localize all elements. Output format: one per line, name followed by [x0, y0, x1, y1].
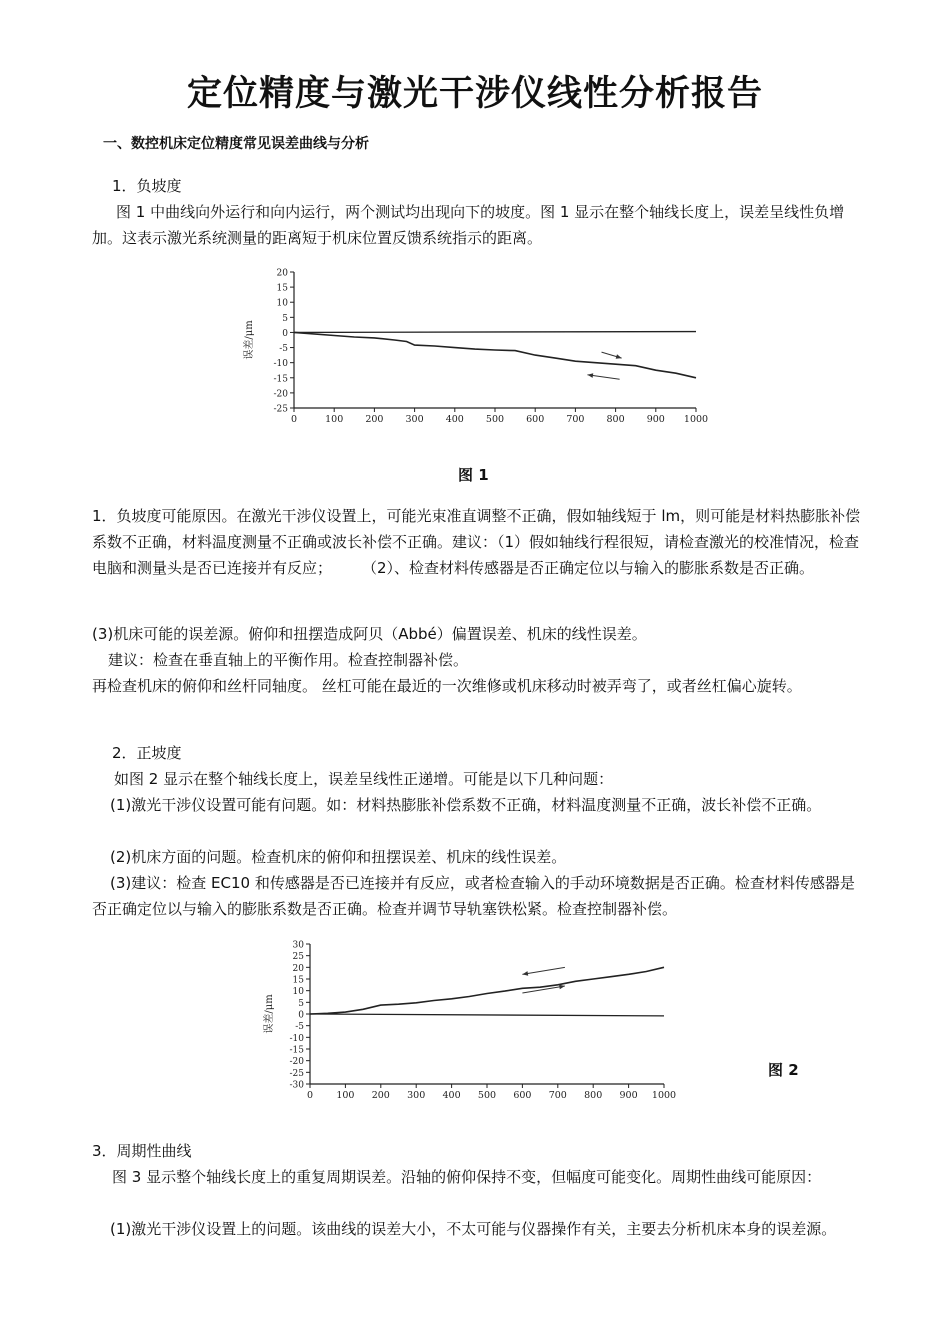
error-curve [294, 332, 696, 377]
zero-reference-line [310, 1014, 664, 1016]
y-axis-label: 误差/μm [244, 320, 255, 360]
x-tick-label: 900 [619, 1090, 638, 1101]
y-tick-label: 25 [292, 952, 304, 963]
y-tick-label: -30 [289, 1080, 304, 1091]
paragraph: 建议：检查在垂直轴上的平衡作用。检查控制器补偿。 [108, 651, 469, 669]
y-tick-label: 20 [276, 268, 288, 279]
x-tick-label: 500 [477, 1090, 497, 1101]
x-tick-label: 100 [325, 414, 344, 425]
arrow-head [559, 985, 565, 990]
x-tick-label: 200 [371, 1090, 390, 1101]
paragraph: (3)机床可能的误差源。俯仰和扭摆造成阿贝（Abbé）偏置误差、机床的线性误差。 [92, 625, 647, 643]
x-tick-label: 800 [584, 1090, 603, 1101]
x-tick-label: 0 [290, 414, 298, 425]
x-tick-label: 800 [606, 414, 625, 425]
paragraph: 如图 2 显示在整个轴线长度上，误差呈线性正递增。可能是以下几种问题： [114, 770, 614, 788]
direction-arrow [522, 967, 564, 974]
x-tick-label: 500 [485, 414, 505, 425]
y-tick-label: 30 [292, 940, 304, 951]
x-tick-label: 200 [365, 414, 384, 425]
x-tick-label: 900 [646, 414, 665, 425]
x-tick-label: 400 [442, 1090, 461, 1101]
paragraph: 图 3 显示整个轴线长度上的重复周期误差。沿轴的俯仰保持不变，但幅度可能变化。周期性曲线可能原因： [112, 1168, 822, 1186]
y-tick-label: -10 [289, 1033, 304, 1044]
y-tick-label: -25 [273, 404, 288, 415]
figure-1-caption: 图 1 [458, 466, 489, 484]
x-tick-label: 700 [548, 1090, 567, 1101]
zero-reference-line [294, 332, 696, 333]
y-tick-label: 5 [298, 998, 304, 1009]
y-tick-label: -20 [289, 1057, 304, 1068]
error-curve [310, 967, 664, 1014]
x-tick-label: 1000 [651, 1090, 677, 1101]
x-tick-label: 600 [513, 1090, 532, 1101]
y-tick-label: -15 [273, 374, 288, 385]
x-tick-label: 700 [566, 414, 585, 425]
paragraph: 再检查机床的俯仰和丝杆同轴度。 丝杠可能在最近的一次维修或机床移动时被弄弯了，或者丝杠偏心旋转。 [92, 677, 802, 695]
paragraph: (3)建议：检查 EC10 和传感器是否已连接并有反应，或者检查输入的手动环境数据是否正确。检查材料传感器是否正确定位以与输入的膨胀系数是否正确。检查并调节导轨塞铁松紧。检查控制器补偿。 [92, 874, 855, 918]
x-tick-label: 0 [306, 1090, 314, 1101]
figure-2-chart [260, 938, 680, 1107]
y-tick-label: 10 [276, 298, 288, 309]
section-heading: 一、数控机床定位精度常见误差曲线与分析 [103, 136, 369, 152]
paragraph: 1．负坡度可能原因。在激光干涉仪设置上，可能光束准直调整不正确，假如轴线短于 lm，则可能是材料热膨胀补偿系数不正确，材料温度测量不正确或波长补偿不正确。建议：（1）假如轴线行程很短，请检查激光的校准情况，检查电脑和测量头是否已连接并有反应； （2）、检查材料传感器是否正确定位以与输入的膨胀系数是否正确。 [92, 507, 861, 577]
arrow-head [522, 971, 528, 976]
paragraph: 图 1 中曲线向外运行和向内运行，两个测试均出现向下的坡度。图 1 显示在整个轴线长度上，误差呈线性负增加。这表示激光系统测量的距离短于机床位置反馈系统指示的距离。 [92, 203, 845, 247]
y-tick-label: 20 [292, 963, 304, 974]
paragraph: (1)激光干涉仪设置上的问题。该曲线的误差大小，不太可能与仪器操作有关，主要去分析机床本身的误差源。 [110, 1220, 837, 1238]
paragraph: (2)机床方面的问题。检查机床的俯仰和扭摆误差、机床的线性误差。 [110, 848, 567, 866]
y-tick-label: 5 [282, 313, 288, 324]
y-tick-label: -5 [295, 1022, 304, 1033]
y-tick-label: -25 [289, 1068, 304, 1079]
page-title: 定位精度与激光干涉仪线性分析报告 [186, 74, 763, 114]
subheading-negative-slope: 1．负坡度 [112, 177, 182, 195]
y-tick-label: -10 [273, 359, 288, 370]
y-tick-label: 15 [276, 283, 288, 294]
arrow-head [616, 354, 622, 358]
figure-1-chart [238, 262, 713, 436]
x-tick-label: 400 [445, 414, 464, 425]
x-tick-label: 1000 [683, 414, 709, 425]
y-tick-label: -5 [279, 344, 288, 355]
y-tick-label: 0 [282, 328, 288, 339]
figure-2-caption: 图 2 [768, 1061, 799, 1079]
x-tick-label: 600 [526, 414, 545, 425]
y-tick-label: 15 [292, 975, 304, 986]
subheading-periodic-curve: 3．周期性曲线 [92, 1142, 192, 1160]
x-tick-label: 100 [336, 1090, 355, 1101]
y-tick-label: 0 [298, 1010, 304, 1021]
y-tick-label: 10 [292, 987, 304, 998]
subheading-positive-slope: 2．正坡度 [112, 744, 182, 762]
y-tick-label: -15 [289, 1045, 304, 1056]
paragraph: (1)激光干涉仪设置可能有问题。如：材料热膨胀补偿系数不正确，材料温度测量不正确，波长补偿不正确。 [110, 796, 822, 814]
y-tick-label: -20 [273, 389, 288, 400]
x-tick-label: 300 [407, 1090, 426, 1101]
x-tick-label: 300 [405, 414, 424, 425]
arrow-head [587, 373, 593, 378]
y-axis-label: 误差/μm [264, 994, 275, 1034]
